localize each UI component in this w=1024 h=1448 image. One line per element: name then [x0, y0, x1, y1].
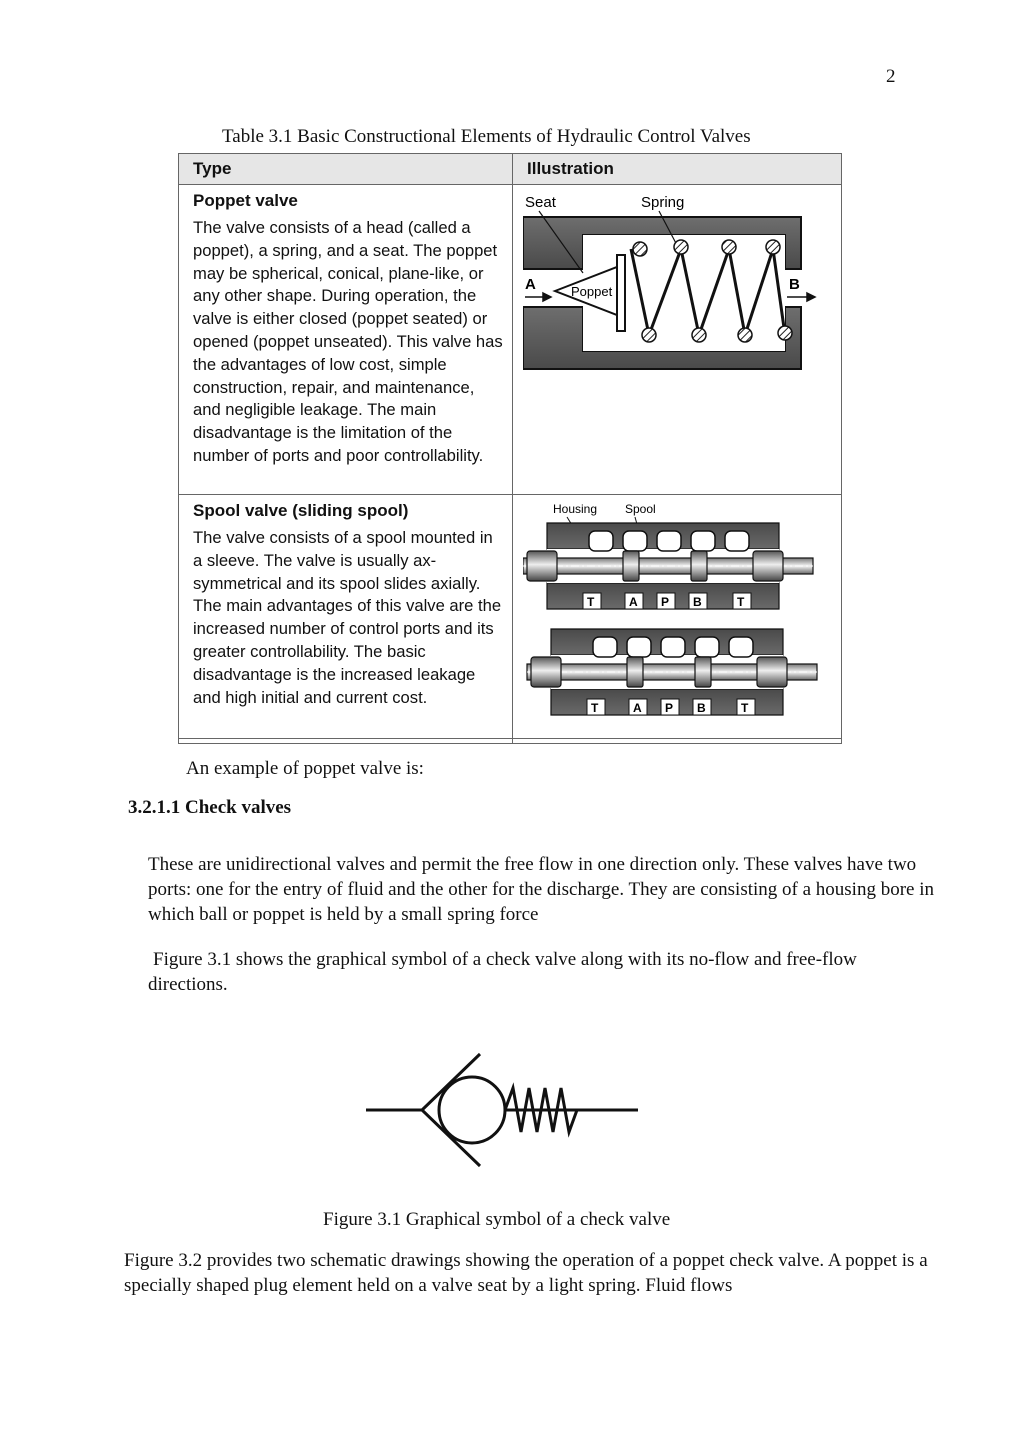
table-caption: Table 3.1 Basic Constructional Elements of Hydraulic Control Valves: [222, 126, 751, 147]
spool-valve-name: Spool valve (sliding spool): [193, 501, 409, 520]
spool-valve-text: The valve consists of a spool mounted in a sleeve. The valve is usually ax-symmetrical and its spool slides axially. The main advantages of this valve are the increased number of control ports and its greater controllability. The basic disadvantage is the increased leakage and high initial and current cost.: [193, 528, 502, 707]
table-header-row: [179, 154, 842, 185]
poppet-valve-name: Poppet valve: [193, 191, 298, 210]
poppet-disc: [617, 255, 625, 331]
poppet-check-paragraph: Figure 3.2 provides two schematic drawings showing the operation of a poppet check valve. A poppet is a specially shaped plug element held on a valve seat by a light spring. Fluid flows: [124, 1250, 928, 1296]
poppet-illustration-cell: [513, 185, 842, 495]
figure-reference-paragraph: Figure 3.1 shows the graphical symbol of a check valve along with its no-flow and free-flow directions.: [148, 949, 857, 995]
svg-text:T: T: [591, 701, 599, 715]
svg-text:T: T: [587, 595, 595, 609]
intro-text: An example of poppet valve is:: [186, 758, 424, 779]
svg-text:A: A: [633, 701, 642, 715]
poppet-valve-text: The valve consists of a head (called a poppet), a spring, and a seat. The poppet may be spherical, conical, plane-like, or any other shape. During operation, the valve is either closed (poppet seated) or opened (poppet unseated). This valve has the advantages of low cost, simple construction, repair, and maintenance, and negligible leakage. The main disadvantage is the limitation of the number of ports and poor controllability.: [193, 218, 503, 465]
port-b-label: B: [789, 276, 800, 293]
table-row: [179, 185, 842, 495]
poppet-label: Poppet: [571, 284, 613, 299]
svg-text:B: B: [697, 701, 706, 715]
section-heading: 3.2.1.1 Check valves: [128, 797, 292, 818]
valve-elements-table: [178, 153, 842, 744]
spool-label: Spool: [625, 502, 656, 516]
poppet-description-cell: [179, 185, 513, 495]
svg-text:B: B: [693, 595, 702, 609]
figure-caption: Figure 3.1 Graphical symbol of a check valve: [323, 1209, 671, 1230]
poppet-valve-illustration: [523, 189, 823, 389]
header-type: Type: [179, 154, 513, 185]
spool-description-cell: [179, 495, 513, 739]
housing-label: Housing: [553, 502, 598, 516]
table-row: [179, 495, 842, 739]
header-illustration: Illustration: [513, 154, 842, 185]
check-valve-symbol: [360, 1048, 644, 1172]
svg-text:P: P: [661, 595, 670, 609]
spring-label: Spring: [641, 194, 685, 211]
page-number: 2: [886, 66, 896, 87]
svg-text:A: A: [629, 595, 638, 609]
svg-text:T: T: [737, 595, 745, 609]
check-valve-paragraph: These are unidirectional valves and permit the free flow in one direction only. These valves have two ports: one for the entry of fluid and the other for the discharge. They are consisting of a housing bore in which ball or poppet is held by a small spring force: [148, 854, 935, 925]
seat-label: Seat: [525, 194, 556, 211]
seat-vee: [422, 1054, 480, 1166]
spool-valve-illustration: [523, 499, 823, 733]
ball-icon: [439, 1077, 505, 1143]
svg-text:T: T: [741, 701, 749, 715]
spool-illustration-cell: [513, 495, 842, 739]
port-a-label: A: [525, 276, 536, 293]
svg-text:P: P: [665, 701, 674, 715]
table-tail-row: [179, 739, 842, 744]
